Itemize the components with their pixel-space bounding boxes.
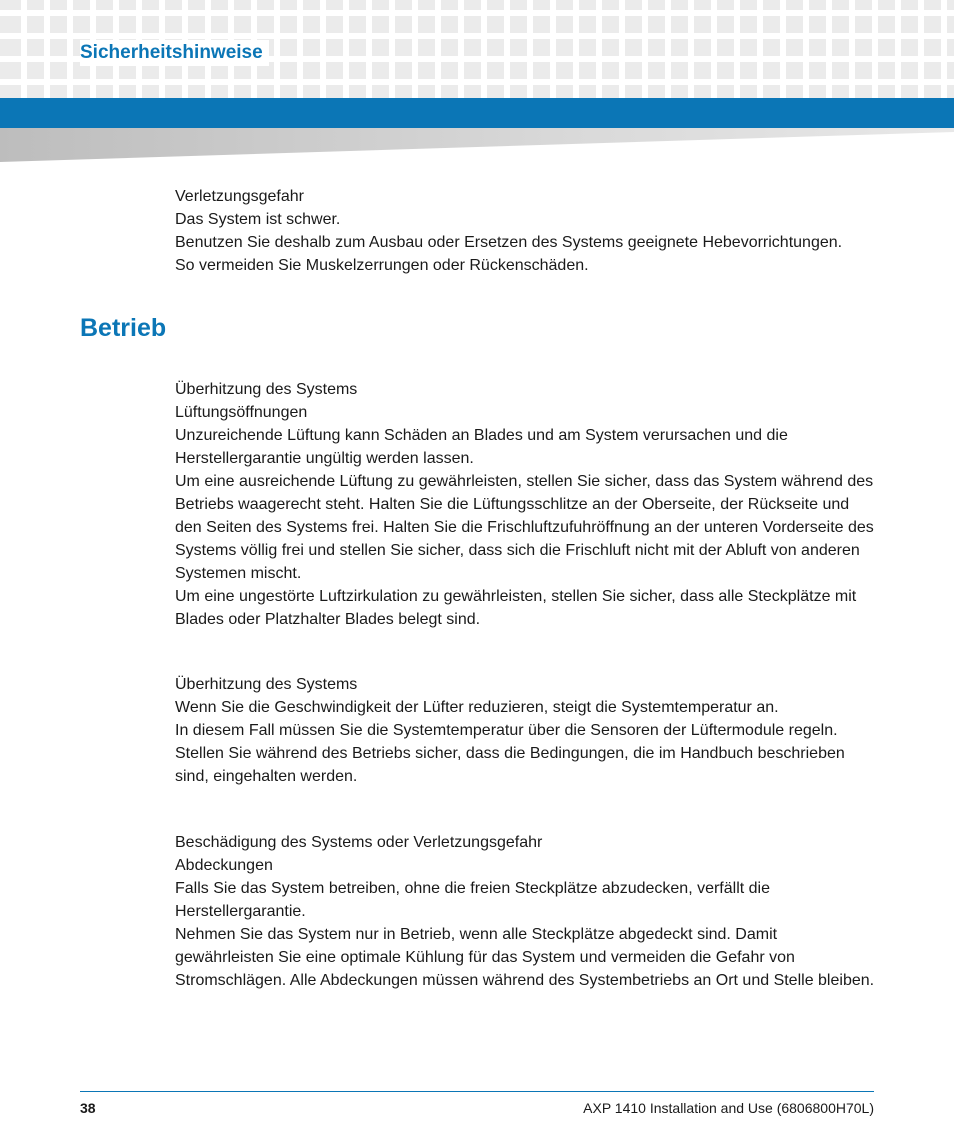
- warning-text: Falls Sie das System betreiben, ohne die freien Steckplätze abzudecken, verfällt die Herstellergarantie.: [175, 880, 770, 920]
- warning-block-ventilation: [175, 378, 875, 631]
- warning-block-covers: [175, 831, 875, 992]
- warning-text: Wenn Sie die Geschwindigkeit der Lüfter reduzieren, steigt die Systemtemperatur an.: [175, 699, 779, 716]
- document-reference: AXP 1410 Installation and Use (6806800H70L): [583, 1100, 874, 1116]
- header-band: [0, 98, 954, 128]
- warning-block-fans: [175, 673, 875, 788]
- warning-title: Überhitzung des Systems: [175, 676, 358, 693]
- warning-title: Verletzungsgefahr: [175, 188, 304, 205]
- warning-text: So vermeiden Sie Muskelzerrungen oder Rückenschäden.: [175, 257, 589, 274]
- heading-betrieb: Betrieb: [80, 314, 167, 342]
- warning-text: In diesem Fall müssen Sie die Systemtemperatur über die Sensoren der Lüftermodule regeln.: [175, 722, 838, 739]
- warning-text: Um eine ungestörte Luftzirkulation zu gewährleisten, stellen Sie sicher, dass alle Steckplätze mit Blades oder Platzhalter Blades belegt sind.: [175, 588, 857, 628]
- warning-subtitle: Abdeckungen: [175, 857, 273, 874]
- warning-text: Um eine ausreichende Lüftung zu gewährleisten, stellen Sie sicher, dass das System während des Betriebs waagerecht steht. Halten Sie die Lüftungsschlitze an der Oberseite, der Rückseite und den Seiten des Systems frei. Halten Sie die Frischluftzufuhröffnung an der unteren Vorderseite des Systems völlig frei und stellen Sie sicher, dass sich die Frischluft nicht mit der Abluft von anderen Systemen mischt.: [175, 473, 874, 582]
- warning-block-weight: [175, 185, 875, 277]
- warning-subtitle: Lüftungsöffnungen: [175, 404, 308, 421]
- page-number: 38: [80, 1100, 96, 1116]
- warning-text: Unzureichende Lüftung kann Schäden an Blades und am System verursachen und die Herstellergarantie ungültig werden lassen.: [175, 427, 788, 467]
- warning-text: Benutzen Sie deshalb zum Ausbau oder Ersetzen des Systems geeignete Hebevorrichtungen.: [175, 234, 843, 251]
- warning-title: Überhitzung des Systems: [175, 381, 358, 398]
- warning-text: Stellen Sie während des Betriebs sicher, dass die Bedingungen, die im Handbuch beschrieben sind, eingehalten werden.: [175, 745, 845, 785]
- header-wedge: [0, 128, 954, 164]
- warning-text: Nehmen Sie das System nur in Betrieb, wenn alle Steckplätze abgedeckt sind. Damit gewährleisten Sie eine optimale Kühlung für das System und vermeiden die Gefahr von Stromschlägen. Alle Abdeckungen müssen während des Systembetriebs an Ort und Stelle bleiben.: [175, 926, 875, 989]
- section-title: Sicherheitshinweise: [80, 40, 269, 66]
- warning-title: Beschädigung des Systems oder Verletzungsgefahr: [175, 834, 543, 851]
- warning-subtitle: Das System ist schwer.: [175, 211, 341, 228]
- footer-divider: [80, 1091, 874, 1092]
